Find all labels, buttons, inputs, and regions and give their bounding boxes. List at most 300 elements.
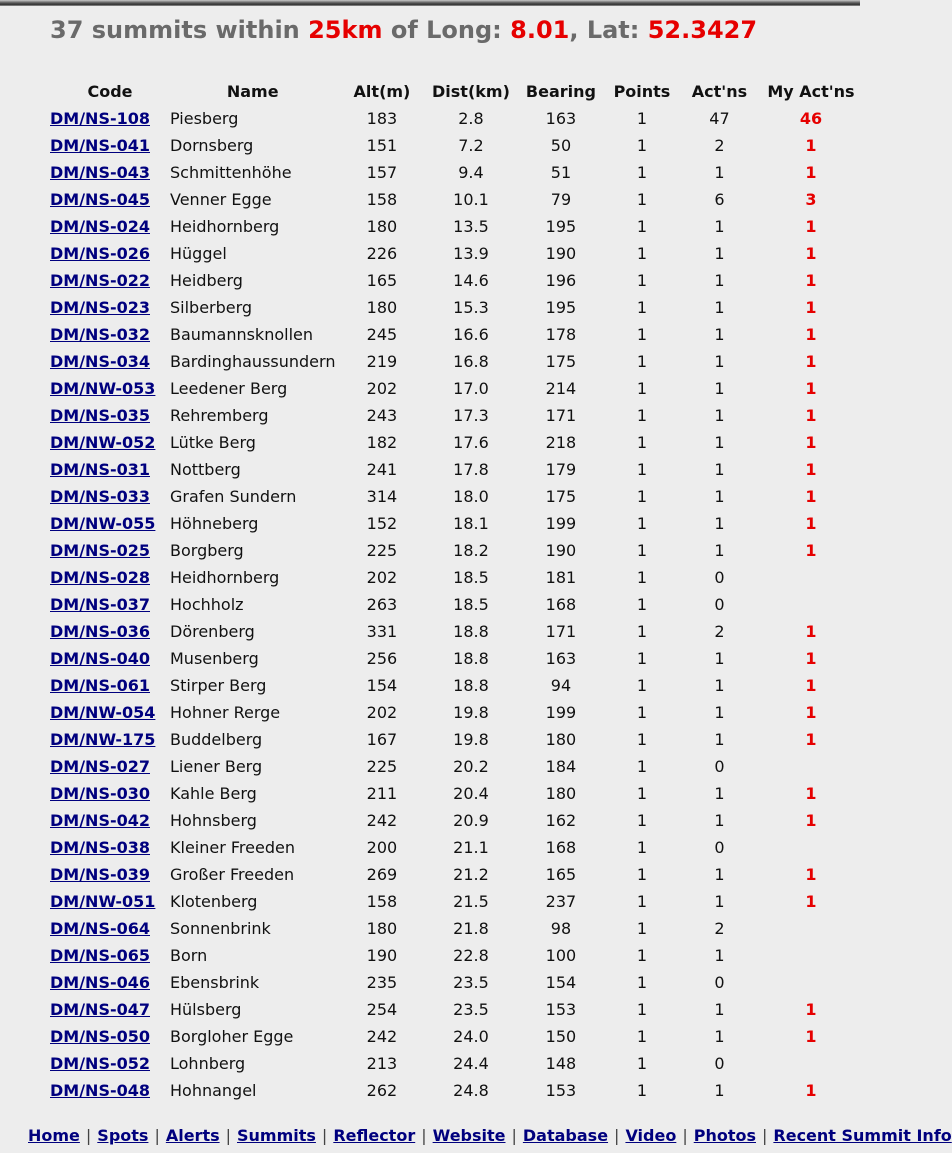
altitude-cell: 180: [366, 217, 398, 236]
points-cell: 1: [636, 676, 648, 695]
points-cell: 1: [636, 811, 648, 830]
table-row: [50, 510, 858, 537]
summit-code-link[interactable]: DM/NS-048: [50, 1081, 150, 1100]
summit-name-cell: Kleiner Freeden: [170, 838, 295, 857]
distance-cell: 18.5: [453, 595, 489, 614]
summit-name-cell: Bardinghaussundern: [170, 352, 336, 371]
distance-cell: 23.5: [453, 1000, 489, 1019]
points-cell: 1: [636, 433, 648, 452]
summit-name-cell: Dornsberg: [170, 136, 254, 155]
summit-code-cell: [50, 996, 170, 1023]
points-cell: 1: [636, 703, 648, 722]
summit-code-cell: [50, 915, 170, 942]
bearing-cell: 79: [550, 190, 572, 209]
activations-cell: 0: [714, 595, 725, 614]
table-row: [50, 861, 858, 888]
bearing-cell: 195: [545, 298, 577, 317]
my-activations-cell: [763, 591, 858, 618]
distance-cell: 7.2: [458, 136, 484, 155]
footer-link-video[interactable]: Video: [625, 1126, 677, 1145]
my-activations-cell: 1: [805, 865, 817, 884]
altitude-cell: 165: [366, 271, 398, 290]
summit-code-cell: [50, 753, 170, 780]
my-activations-cell: 46: [799, 109, 823, 128]
summit-code-link[interactable]: DM/NS-031: [50, 460, 150, 479]
table-row: [50, 132, 858, 159]
distance-cell: 18.2: [453, 541, 489, 560]
table-row: [50, 699, 858, 726]
summit-code-link[interactable]: DM/NW-051: [50, 892, 156, 911]
activations-cell: 47: [709, 109, 730, 128]
activations-cell: 0: [714, 838, 725, 857]
table-row: [50, 942, 858, 969]
bearing-cell: 218: [545, 433, 577, 452]
summit-code-link[interactable]: DM/NS-047: [50, 1000, 150, 1019]
footer-link-database[interactable]: Database: [522, 1126, 609, 1145]
bearing-cell: 190: [545, 244, 577, 263]
points-cell: 1: [636, 541, 648, 560]
summit-code-link[interactable]: DM/NS-036: [50, 622, 150, 641]
footer-link-summits[interactable]: Summits: [237, 1126, 316, 1145]
bearing-cell: 195: [545, 217, 577, 236]
footer-separator: |: [614, 1126, 620, 1145]
summit-code-link[interactable]: DM/NS-032: [50, 325, 150, 344]
summit-code-cell: [50, 1077, 170, 1104]
summit-name-cell: Heidberg: [170, 271, 243, 290]
activations-cell: 1: [714, 730, 725, 749]
summit-code-link[interactable]: DM/NS-037: [50, 595, 150, 614]
summit-name-cell: Silberberg: [170, 298, 253, 317]
title-lat-text: , Lat:: [569, 16, 648, 44]
distance-cell: 18.0: [453, 487, 489, 506]
altitude-cell: 154: [366, 676, 398, 695]
distance-cell: 21.5: [453, 892, 489, 911]
summit-name-cell: Großer Freeden: [170, 865, 295, 884]
my-activations-cell: [763, 753, 858, 780]
column-header-alt: Alt(m): [353, 82, 411, 101]
my-activations-cell: 1: [805, 433, 817, 452]
table-row: [50, 726, 858, 753]
table-row: [50, 753, 858, 780]
bearing-cell: 162: [545, 811, 577, 830]
title-radius-value: 25km: [308, 16, 383, 44]
my-activations-cell: 3: [805, 190, 817, 209]
altitude-cell: 262: [366, 1081, 398, 1100]
points-cell: 1: [636, 946, 648, 965]
altitude-cell: 151: [366, 136, 398, 155]
page-title: [50, 16, 860, 44]
summit-code-cell: [50, 672, 170, 699]
points-cell: 1: [636, 1081, 648, 1100]
summit-name-cell: Sonnenbrink: [170, 919, 271, 938]
altitude-cell: 245: [366, 325, 398, 344]
my-activations-cell: 1: [805, 622, 817, 641]
my-activations-cell: 1: [805, 541, 817, 560]
bearing-cell: 171: [545, 406, 577, 425]
bearing-cell: 179: [545, 460, 577, 479]
bearing-cell: 196: [545, 271, 577, 290]
summit-name-cell: Venner Egge: [170, 190, 272, 209]
summit-name-cell: Hohnangel: [170, 1081, 257, 1100]
distance-cell: 13.9: [453, 244, 489, 263]
summit-code-link[interactable]: DM/NS-043: [50, 163, 150, 182]
summit-name-cell: Liener Berg: [170, 757, 263, 776]
activations-cell: 0: [714, 568, 725, 587]
column-header-my-activations: My Act'ns: [767, 82, 855, 101]
table-row: [50, 294, 858, 321]
table-row: [50, 672, 858, 699]
summit-code-link[interactable]: DM/NS-050: [50, 1027, 150, 1046]
distance-cell: 17.8: [453, 460, 489, 479]
my-activations-cell: 1: [805, 1027, 817, 1046]
summit-name-cell: Leedener Berg: [170, 379, 288, 398]
summit-code-link[interactable]: DM/NS-045: [50, 190, 150, 209]
points-cell: 1: [636, 487, 648, 506]
summit-code-cell: [50, 132, 170, 159]
summit-code-cell: [50, 456, 170, 483]
summit-code-link[interactable]: DM/NS-061: [50, 676, 150, 695]
table-row: [50, 591, 858, 618]
summit-code-link[interactable]: DM/NW-055: [50, 514, 156, 533]
distance-cell: 17.3: [453, 406, 489, 425]
my-activations-cell: 1: [805, 1081, 817, 1100]
distance-cell: 24.0: [453, 1027, 489, 1046]
summit-name-cell: Heidhornberg: [170, 568, 280, 587]
activations-cell: 1: [714, 460, 725, 479]
column-header-bearing: Bearing: [525, 82, 596, 101]
points-cell: 1: [636, 1000, 648, 1019]
summit-name-cell: Hohner Rerge: [170, 703, 281, 722]
title-summits-text: 37 summits within: [50, 16, 309, 44]
footer-link-alerts[interactable]: Alerts: [165, 1126, 220, 1145]
footer-link-photos[interactable]: Photos: [693, 1126, 756, 1145]
altitude-cell: 241: [366, 460, 398, 479]
points-cell: 1: [636, 460, 648, 479]
points-cell: 1: [636, 919, 648, 938]
altitude-cell: 202: [366, 568, 398, 587]
summit-code-cell: [50, 942, 170, 969]
summit-code-link[interactable]: DM/NS-040: [50, 649, 150, 668]
summit-code-link[interactable]: DM/NW-054: [50, 703, 156, 722]
activations-cell: 0: [714, 1054, 725, 1073]
distance-cell: 2.8: [458, 109, 484, 128]
summit-code-link[interactable]: DM/NS-026: [50, 244, 150, 263]
distance-cell: 24.4: [453, 1054, 489, 1073]
my-activations-cell: 1: [805, 163, 817, 182]
summit-code-link[interactable]: DM/NS-065: [50, 946, 150, 965]
bearing-cell: 98: [550, 919, 572, 938]
activations-cell: 1: [714, 703, 725, 722]
altitude-cell: 211: [366, 784, 398, 803]
altitude-cell: 256: [366, 649, 398, 668]
bearing-cell: 163: [545, 649, 577, 668]
altitude-cell: 242: [366, 1027, 398, 1046]
points-cell: 1: [636, 865, 648, 884]
activations-cell: 0: [714, 757, 725, 776]
bearing-cell: 150: [545, 1027, 577, 1046]
distance-cell: 18.1: [453, 514, 489, 533]
summit-code-link[interactable]: DM/NS-025: [50, 541, 150, 560]
table-row: [50, 240, 858, 267]
summit-code-link[interactable]: DM/NS-022: [50, 271, 150, 290]
my-activations-cell: 1: [805, 892, 817, 911]
table-row: [50, 348, 858, 375]
summit-code-cell: [50, 780, 170, 807]
my-activations-cell: 1: [805, 298, 817, 317]
column-header-code: Code: [87, 82, 133, 101]
table-row: [50, 996, 858, 1023]
altitude-cell: 225: [366, 541, 398, 560]
column-header-dist: Dist(km): [432, 82, 510, 101]
activations-cell: 1: [714, 244, 725, 263]
table-header-row: [50, 78, 858, 105]
summit-code-cell: [50, 834, 170, 861]
bearing-cell: 175: [545, 352, 577, 371]
points-cell: 1: [636, 379, 648, 398]
window-top-bar: [0, 0, 860, 6]
summit-code-cell: [50, 699, 170, 726]
points-cell: 1: [636, 622, 648, 641]
activations-cell: 1: [714, 1027, 725, 1046]
table-row: [50, 969, 858, 996]
summit-code-link[interactable]: DM/NS-052: [50, 1054, 150, 1073]
points-cell: 1: [636, 1027, 648, 1046]
table-row: [50, 915, 858, 942]
summit-code-link[interactable]: DM/NS-028: [50, 568, 150, 587]
altitude-cell: 152: [366, 514, 398, 533]
my-activations-cell: 1: [805, 136, 817, 155]
summit-code-link[interactable]: DM/NS-046: [50, 973, 150, 992]
column-header-points: Points: [613, 82, 671, 101]
altitude-cell: 226: [366, 244, 398, 263]
distance-cell: 19.8: [453, 703, 489, 722]
my-activations-cell: 1: [805, 487, 817, 506]
bearing-cell: 184: [545, 757, 577, 776]
summit-code-link[interactable]: DM/NW-052: [50, 433, 156, 452]
table-row: [50, 402, 858, 429]
distance-cell: 17.0: [453, 379, 489, 398]
distance-cell: 23.5: [453, 973, 489, 992]
summit-code-link[interactable]: DM/NS-041: [50, 136, 150, 155]
footer-link-website[interactable]: Website: [432, 1126, 506, 1145]
footer-link-spots[interactable]: Spots: [97, 1126, 149, 1145]
summit-name-cell: Piesberg: [170, 109, 239, 128]
summit-code-cell: [50, 375, 170, 402]
altitude-cell: 235: [366, 973, 398, 992]
bearing-cell: 51: [550, 163, 572, 182]
my-activations-cell: 1: [805, 811, 817, 830]
distance-cell: 9.4: [458, 163, 484, 182]
table-row: [50, 186, 858, 213]
activations-cell: 1: [714, 784, 725, 803]
points-cell: 1: [636, 406, 648, 425]
activations-cell: 1: [714, 433, 725, 452]
title-of-long-text: of Long:: [382, 16, 511, 44]
table-row: [50, 213, 858, 240]
bearing-cell: 180: [545, 730, 577, 749]
table-row: [50, 564, 858, 591]
my-activations-cell: 1: [805, 676, 817, 695]
summit-code-cell: [50, 537, 170, 564]
footer-separator: |: [225, 1126, 231, 1145]
footer-link-home[interactable]: Home: [28, 1126, 80, 1145]
activations-cell: 1: [714, 217, 725, 236]
points-cell: 1: [636, 595, 648, 614]
altitude-cell: 225: [366, 757, 398, 776]
summit-code-cell: [50, 591, 170, 618]
points-cell: 1: [636, 514, 648, 533]
summit-code-cell: [50, 402, 170, 429]
my-activations-cell: 1: [805, 244, 817, 263]
altitude-cell: 254: [366, 1000, 398, 1019]
bearing-cell: 163: [545, 109, 577, 128]
my-activations-cell: 1: [805, 406, 817, 425]
summit-code-link[interactable]: DM/NS-108: [50, 109, 150, 128]
distance-cell: 20.2: [453, 757, 489, 776]
bearing-cell: 199: [545, 703, 577, 722]
activations-cell: 1: [714, 865, 725, 884]
altitude-cell: 158: [366, 190, 398, 209]
activations-cell: 6: [714, 190, 725, 209]
footer-separator: |: [762, 1126, 768, 1145]
summit-name-cell: Stirper Berg: [170, 676, 267, 695]
summit-name-cell: Heidhornberg: [170, 217, 280, 236]
activations-cell: 1: [714, 406, 725, 425]
summit-name-cell: Schmittenhöhe: [170, 163, 292, 182]
summit-name-cell: Dörenberg: [170, 622, 255, 641]
summit-code-cell: [50, 267, 170, 294]
points-cell: 1: [636, 163, 648, 182]
footer-link-recent-summit-info[interactable]: Recent Summit Info: [773, 1126, 952, 1145]
distance-cell: 22.8: [453, 946, 489, 965]
summit-code-link[interactable]: DM/NS-035: [50, 406, 150, 425]
column-header-name: Name: [226, 82, 279, 101]
summit-name-cell: Nottberg: [170, 460, 241, 479]
summit-code-link[interactable]: DM/NS-038: [50, 838, 150, 857]
summit-code-cell: [50, 321, 170, 348]
my-activations-cell: 1: [805, 703, 817, 722]
summit-code-link[interactable]: DM/NS-034: [50, 352, 150, 371]
bearing-cell: 168: [545, 838, 577, 857]
summit-name-cell: Born: [170, 946, 208, 965]
points-cell: 1: [636, 973, 648, 992]
bearing-cell: 165: [545, 865, 577, 884]
summits-tbody: [50, 105, 858, 1104]
footer-separator: |: [321, 1126, 328, 1145]
summit-code-link[interactable]: DM/NS-024: [50, 217, 150, 236]
summit-name-cell: Hohnsberg: [170, 811, 257, 830]
summit-code-link[interactable]: DM/NS-027: [50, 757, 150, 776]
bearing-cell: 178: [545, 325, 577, 344]
summit-code-cell: [50, 1050, 170, 1077]
bearing-cell: 190: [545, 541, 577, 560]
table-row: [50, 375, 858, 402]
summit-code-link[interactable]: DM/NS-039: [50, 865, 150, 884]
points-cell: 1: [636, 109, 648, 128]
summit-code-cell: [50, 483, 170, 510]
bearing-cell: 168: [545, 595, 577, 614]
title-longitude-value: 8.01: [510, 16, 570, 44]
table-row: [50, 618, 858, 645]
bearing-cell: 153: [545, 1000, 577, 1019]
summit-code-link[interactable]: DM/NS-030: [50, 784, 150, 803]
my-activations-cell: 1: [805, 325, 817, 344]
activations-cell: 1: [714, 325, 725, 344]
summit-code-cell: [50, 294, 170, 321]
summit-code-cell: [50, 105, 170, 132]
summit-name-cell: Grafen Sundern: [170, 487, 297, 506]
activations-cell: 1: [714, 514, 725, 533]
summit-name-cell: Borgberg: [170, 541, 244, 560]
bearing-cell: 199: [545, 514, 577, 533]
activations-cell: 1: [714, 1081, 725, 1100]
summit-name-cell: Rehremberg: [170, 406, 269, 425]
table-row: [50, 267, 858, 294]
bearing-cell: 153: [545, 1081, 577, 1100]
points-cell: 1: [636, 838, 648, 857]
table-row: [50, 888, 858, 915]
summit-code-cell: [50, 564, 170, 591]
table-row: [50, 780, 858, 807]
summit-name-cell: Hochholz: [170, 595, 244, 614]
activations-cell: 2: [714, 136, 725, 155]
my-activations-cell: 1: [805, 460, 817, 479]
points-cell: 1: [636, 136, 648, 155]
distance-cell: 13.5: [453, 217, 489, 236]
distance-cell: 15.3: [453, 298, 489, 317]
activations-cell: 1: [714, 649, 725, 668]
title-latitude-value: 52.3427: [647, 16, 758, 44]
summit-code-link[interactable]: DM/NW-053: [50, 379, 156, 398]
my-activations-cell: 1: [805, 730, 817, 749]
summit-name-cell: Kahle Berg: [170, 784, 257, 803]
activations-cell: 1: [714, 379, 725, 398]
summit-code-link[interactable]: DM/NW-175: [50, 730, 156, 749]
summits-table: [50, 78, 858, 1104]
footer-nav: [28, 1126, 952, 1145]
altitude-cell: 219: [366, 352, 398, 371]
summit-name-cell: Höhneberg: [170, 514, 259, 533]
summit-code-link[interactable]: DM/NS-064: [50, 919, 150, 938]
points-cell: 1: [636, 298, 648, 317]
altitude-cell: 269: [366, 865, 398, 884]
summit-code-link[interactable]: DM/NS-042: [50, 811, 150, 830]
points-cell: 1: [636, 757, 648, 776]
activations-cell: 1: [714, 298, 725, 317]
altitude-cell: 182: [366, 433, 398, 452]
summit-code-cell: [50, 429, 170, 456]
altitude-cell: 180: [366, 919, 398, 938]
distance-cell: 14.6: [453, 271, 489, 290]
activations-cell: 2: [714, 622, 725, 641]
my-activations-cell: 1: [805, 379, 817, 398]
summit-code-cell: [50, 348, 170, 375]
points-cell: 1: [636, 892, 648, 911]
points-cell: 1: [636, 568, 648, 587]
summit-name-cell: Buddelberg: [170, 730, 263, 749]
summit-code-cell: [50, 618, 170, 645]
footer-link-reflector[interactable]: Reflector: [333, 1126, 416, 1145]
my-activations-cell: [763, 942, 858, 969]
summit-name-cell: Ebensbrink: [170, 973, 260, 992]
summit-code-link[interactable]: DM/NS-023: [50, 298, 150, 317]
summit-name-cell: Lohnberg: [170, 1054, 246, 1073]
summit-code-link[interactable]: DM/NS-033: [50, 487, 150, 506]
summit-name-cell: Baumannsknollen: [170, 325, 313, 344]
activations-cell: 1: [714, 352, 725, 371]
my-activations-cell: [763, 969, 858, 996]
distance-cell: 20.9: [453, 811, 489, 830]
